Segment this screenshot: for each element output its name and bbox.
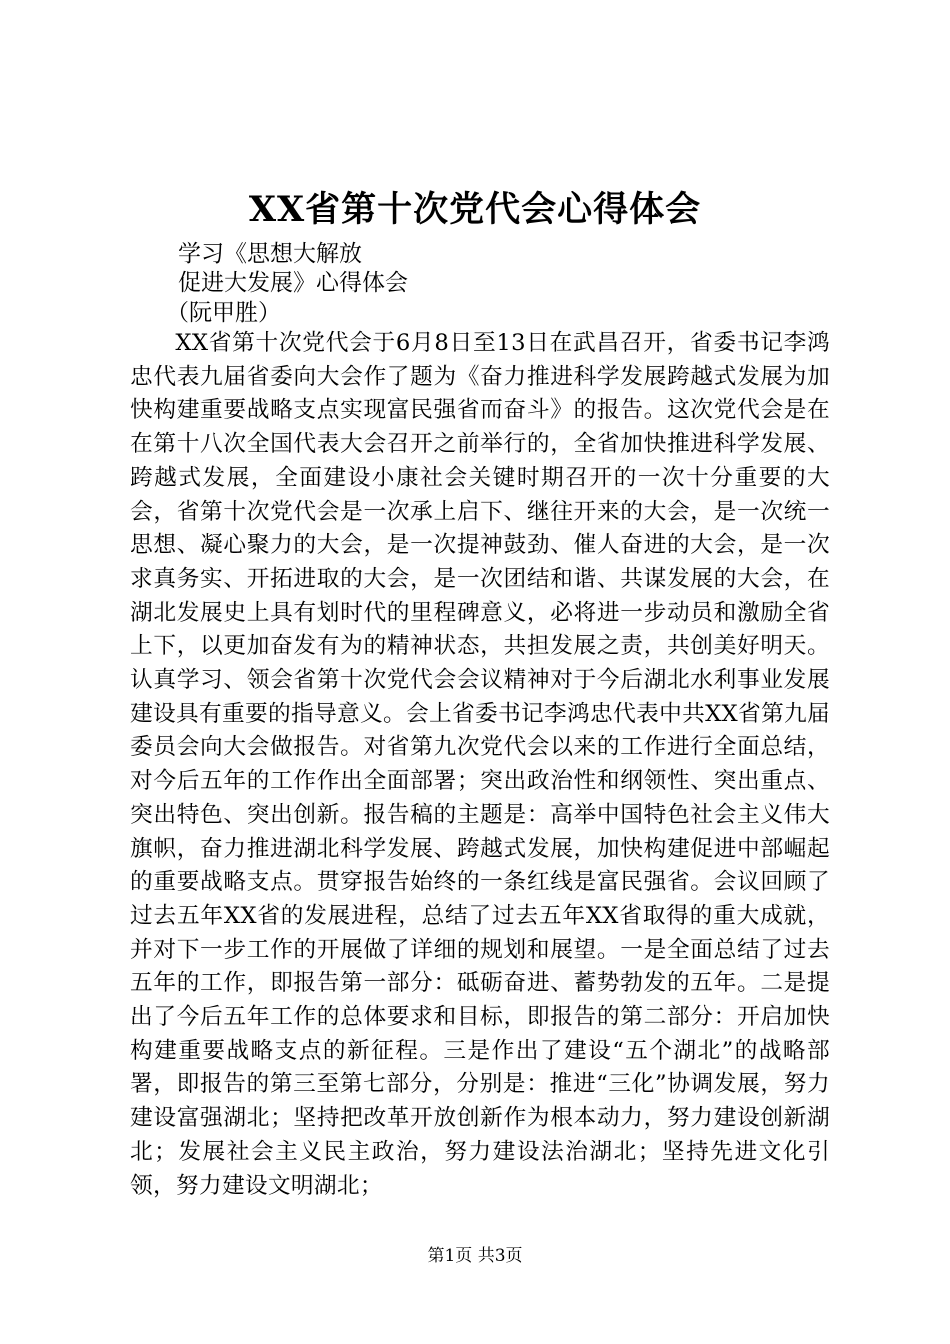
page-footer: 第1页 共3页	[427, 1246, 523, 1266]
subtitle-line-1: 学习《思想大解放	[178, 241, 362, 267]
document-title: XX省第十次党代会心得体会	[248, 189, 702, 230]
subtitle-line-2: 促进大发展》心得体会	[178, 270, 408, 296]
author-line: （阮甲胜）	[166, 300, 281, 326]
body-paragraph: XX省第十次党代会于6月8日至13日在武昌召开，省委书记李鸿忠代表九届省委向大会作了题为《奋力推进科学发展跨越式发展为加快构建重要战略支点实现富民强省而奋斗》的报告。这次党代会是在在第十八次全国代表大会召开之前举行的，全省加快推进科学发展、跨越式发展，全面建设小康社会关键时期召开的一次十分重要的大会，省第十次党代会是一次承上启下、继往开来的大会，是一次统一思想、凝心聚力的大会，是一次提神鼓劲、催人奋进的大会，是一次求真务实、开拓进取的大会，是一次团结和谐、共谋发展的大会，在湖北发展史上具有划时代的里程碑意义，必将进一步动员和激励全省上下，以更加奋发有为的精神状态，共担发展之责，共创美好明天。认真学习、领会省第十次党代会会议精神对于今后湖北水利事业发展建设具有重要的指导意义。会上省委书记李鸿忠代表中共XX省第九届委员会向大会做报告。对省第九次党代会以来的工作进行全面总结，对今后五年的工作作出全面部署；突出政治性和纲领性、突出重点、突出特色、突出创新。报告稿的主题是：高举中国特色社会主义伟大旗帜，奋力推进湖北科学发展、跨越式发展，加快构建促进中部崛起的重要战略支点。贯穿报告始终的一条红线是富民强省。会议回顾了过去五年XX省的发展进程，总结了过去五年XX省取得的重大成就，并对下一步工作的开展做了详细的规划和展望。一是全面总结了过去五年的工作，即报告第一部分：砥砺奋进、蓄势勃发的五年。二是提出了今后五年工作的总体要求和目标，即报告的第二部分：开启加快构建重要战略支点的新征程。三是作出了建设“五个湖北”的战略部署，即报告的第三至第七部分，分别是：推进“三化”协调发展，努力建设富强湖北；坚持把改革开放创新作为根本动力，努力建设创新湖北；发展社会主义民主政治，努力建设法治湖北；坚持先进文化引领，努力建设文明湖北；	[130, 330, 830, 1199]
